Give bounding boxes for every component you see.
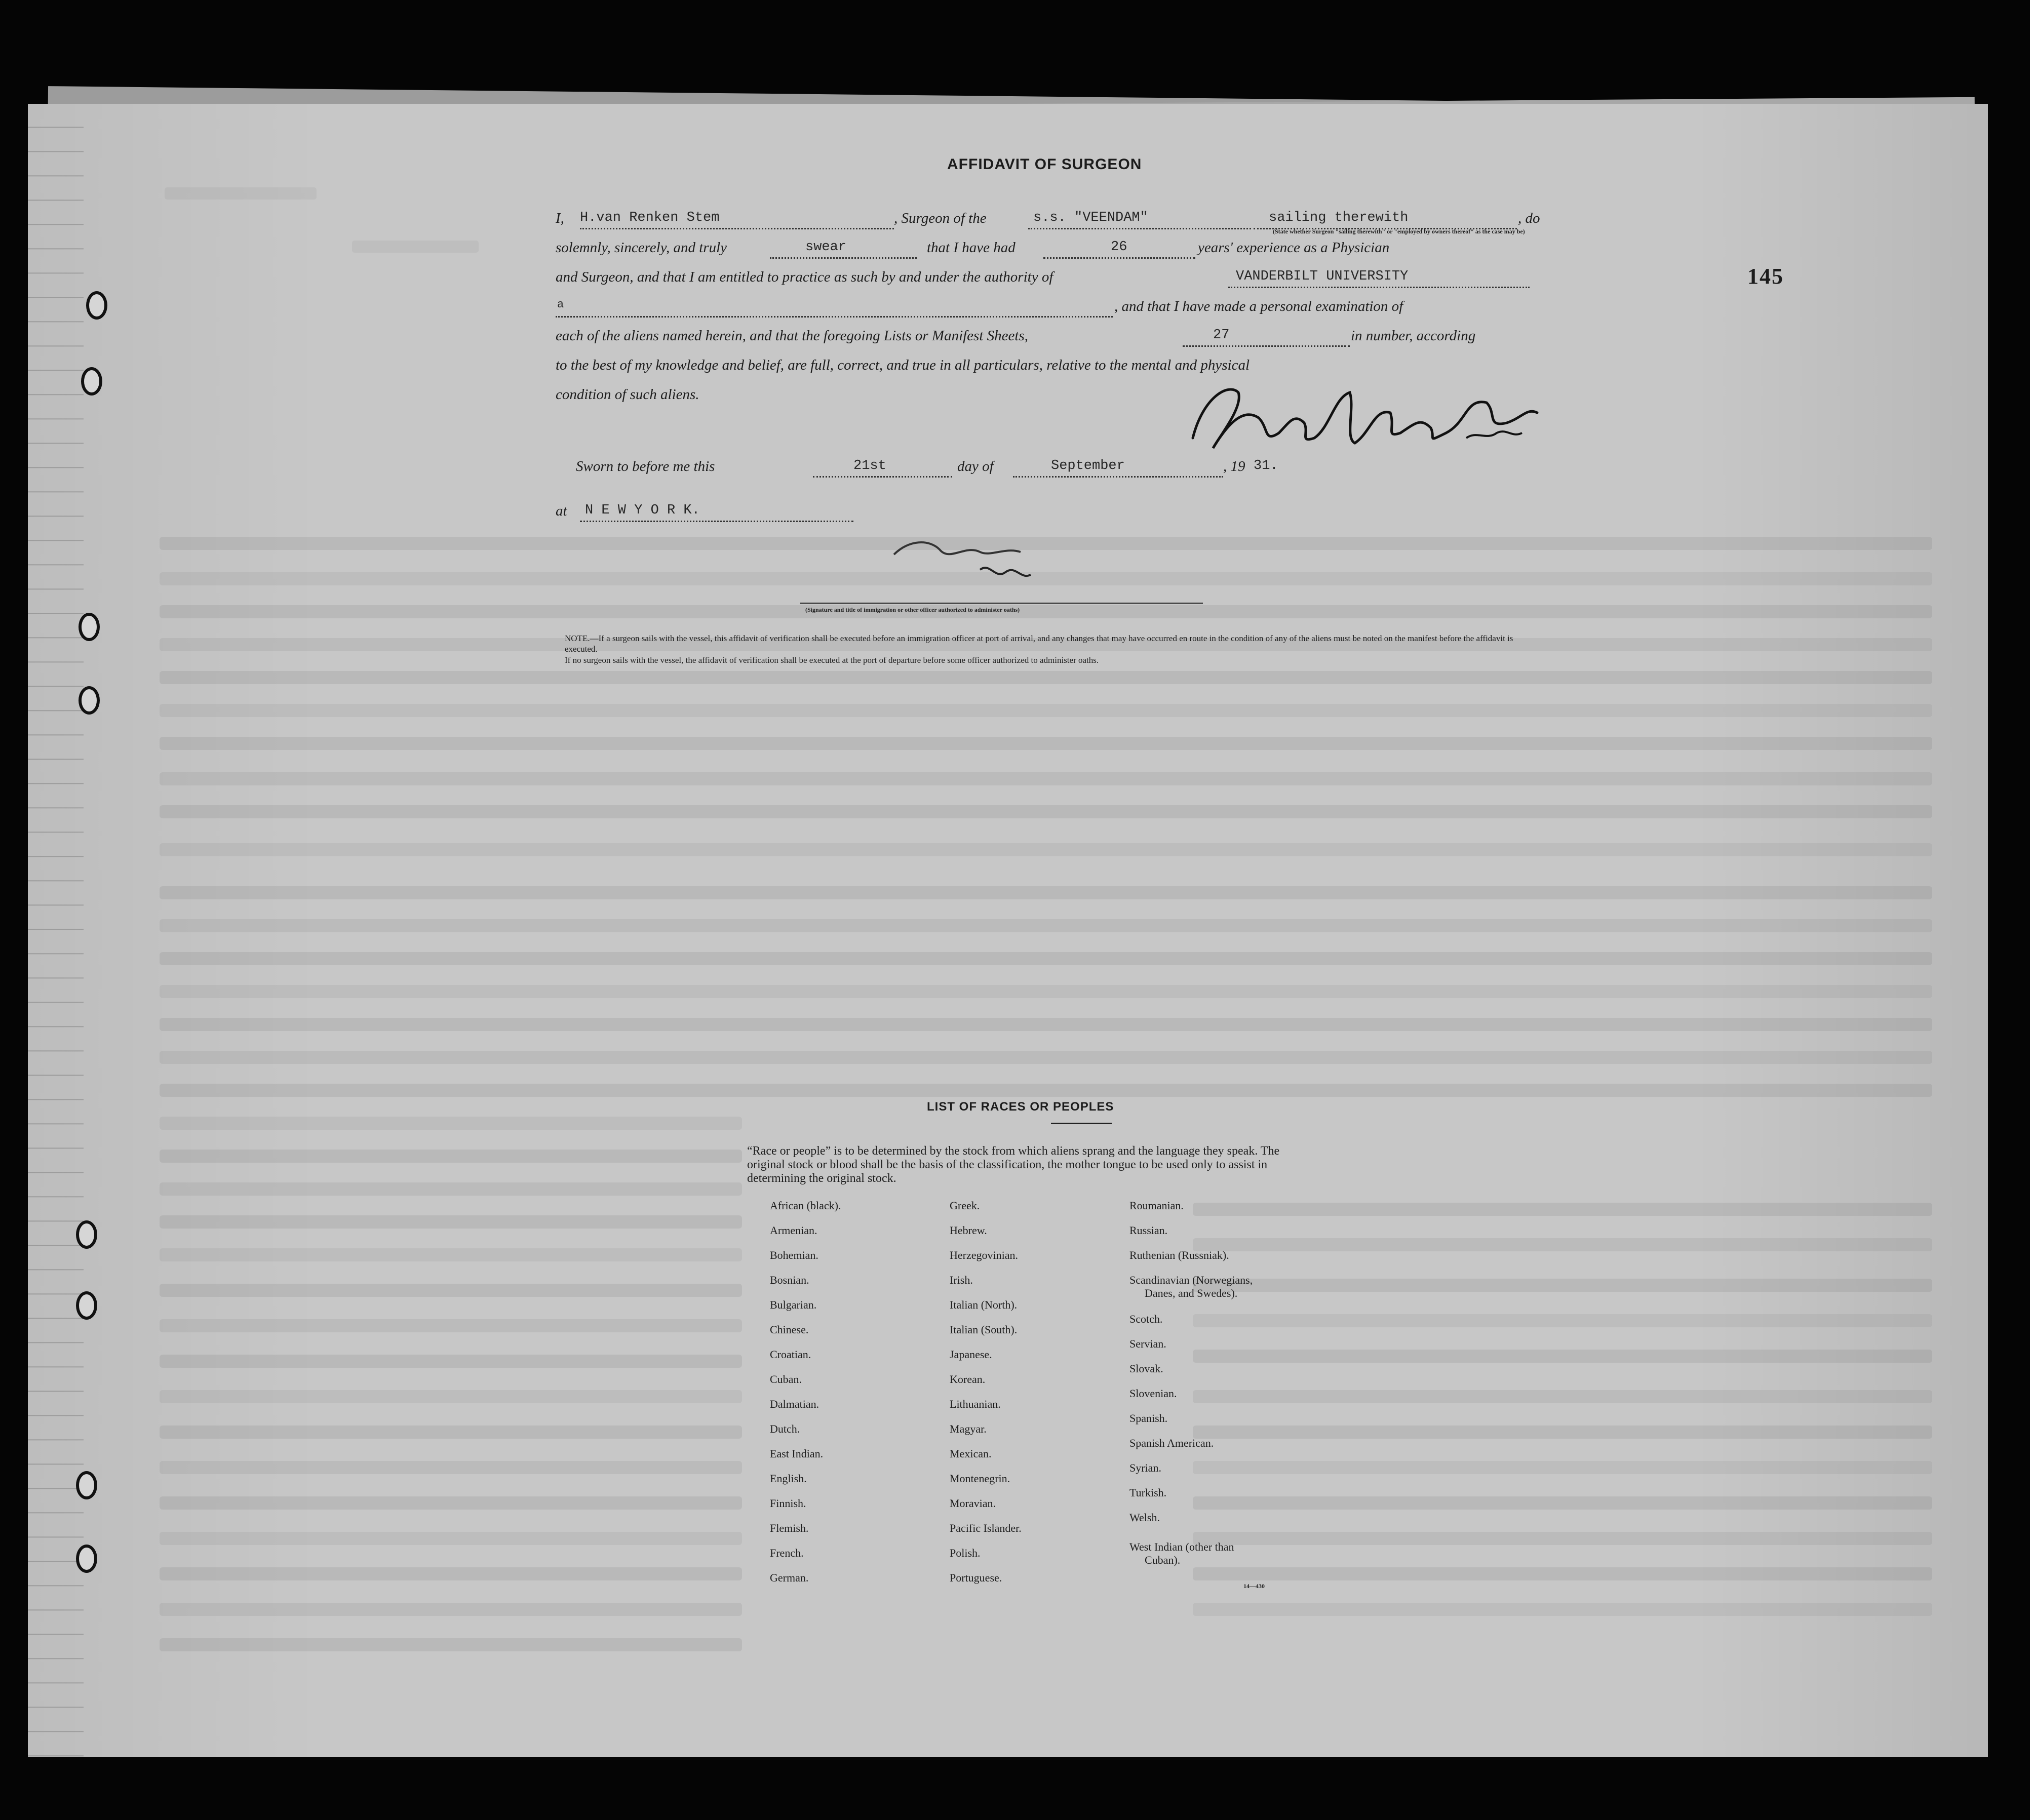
sworn-mid: day of (957, 458, 994, 474)
race-item: Lithuanian. (950, 1398, 1001, 1410)
race-item: Spanish American. (1129, 1437, 1214, 1449)
race-item: Hebrew. (950, 1224, 987, 1237)
binder-hole-icon (76, 1545, 97, 1573)
race-item: Japanese. (950, 1348, 992, 1361)
race-item: Scotch. (1129, 1313, 1163, 1325)
line3-prefix: and Surgeon, and that I am entitled to practice as such by and under the authority of (556, 269, 1053, 285)
line1-prefix: I, (556, 210, 564, 226)
fill-line (770, 257, 917, 259)
form-number: 14—430 (1243, 1582, 1265, 1590)
race-item: Armenian. (770, 1224, 817, 1237)
race-item: Syrian. (1129, 1461, 1161, 1474)
race-item: Magyar. (950, 1422, 987, 1435)
affidavit-title: AFFIDAVIT OF SURGEON (947, 156, 1142, 173)
line7: condition of such aliens. (556, 386, 699, 403)
race-item: Korean. (950, 1373, 986, 1386)
line6: to the best of my knowledge and belief, are full, correct, and true in all particulars, relative to the mental and physical (556, 357, 1250, 373)
binder-hole-icon (86, 291, 107, 320)
sworn-day: 21st (853, 458, 886, 473)
line4-suffix: , and that I have made a personal examination of (1114, 298, 1403, 314)
fill-line (580, 228, 894, 229)
ruled-margin (28, 104, 84, 1757)
race-item: Dalmatian. (770, 1398, 819, 1410)
signature-caption: (Signature and title of immigration or other officer authorized to administer oaths) (805, 606, 1020, 613)
title-underline (1051, 1123, 1112, 1124)
binder-hole-icon (76, 1471, 97, 1499)
race-item: Turkish. (1129, 1486, 1167, 1499)
race-item: East Indian. (770, 1447, 824, 1460)
line5-suffix: in number, according (1351, 328, 1476, 344)
fill-line (556, 316, 1113, 318)
line2-prefix: solemnly, sincerely, and truly (556, 240, 727, 256)
race-item: Bulgarian. (770, 1298, 817, 1311)
race-item: African (black). (770, 1199, 841, 1212)
race-item: Croatian. (770, 1348, 811, 1361)
race-item: Chinese. (770, 1323, 809, 1336)
sailing-note: (State whether Surgeon "sailing therewith" or "employed by owners thereof" as the case may be) (1273, 228, 1525, 235)
race-item: Greek. (950, 1199, 980, 1212)
oath-type: swear (805, 240, 847, 255)
fill-line (813, 476, 952, 478)
race-item: Cuban. (770, 1373, 802, 1386)
race-item: Scandinavian (Norwegians, (1129, 1274, 1253, 1286)
sailing-status: sailing therewith (1269, 210, 1409, 225)
race-item: Russian. (1129, 1224, 1168, 1237)
licensing-authority: VANDERBILT UNIVERSITY (1236, 269, 1409, 284)
fill-line (1043, 257, 1195, 259)
race-item: Italian (North). (950, 1298, 1018, 1311)
fill-line (1228, 287, 1530, 288)
race-item: German. (770, 1571, 809, 1584)
affidavit-note: NOTE.—If a surgeon sails with the vessel, this affidavit of verification shall be executed before an immigration officer at port of arrival, and any changes that may have occurred en route in the condition of any of the aliens must be noted on the manifest before the affidavit is executed. (565, 634, 1513, 654)
race-item: Spanish. (1129, 1412, 1168, 1425)
races-intro: “Race or people” is to be determined by the stock from which aliens sprang and the language they speak. The original stock or blood shall be the basis of the classification, the mother tongue to be used only to assist in determining the original stock. (747, 1144, 1280, 1185)
race-item: Italian (South). (950, 1323, 1018, 1336)
race-item: Cuban). (1145, 1554, 1181, 1566)
line4-prefix: a (557, 298, 564, 311)
sworn-place: N E W Y O R K. (585, 503, 700, 518)
race-item: Polish. (950, 1547, 981, 1559)
race-item: Bohemian. (770, 1249, 818, 1261)
surgeon-signature (1183, 377, 1547, 458)
race-item: Mexican. (950, 1447, 992, 1460)
race-item: Portuguese. (950, 1571, 1002, 1584)
manifest-page (28, 104, 1988, 1757)
race-item: Moravian. (950, 1497, 996, 1510)
at-prefix: at (556, 503, 567, 519)
fill-line (1183, 345, 1350, 347)
fill-line (1028, 228, 1251, 229)
race-item: Welsh. (1129, 1511, 1160, 1524)
binder-hole-icon (79, 686, 100, 715)
race-item: Pacific Islander. (950, 1522, 1022, 1534)
sworn-month: September (1051, 458, 1125, 473)
signature-line (800, 603, 1203, 604)
race-item: English. (770, 1472, 807, 1485)
binder-hole-icon (81, 367, 102, 395)
race-item: Dutch. (770, 1422, 800, 1435)
line5-prefix: each of the aliens named herein, and that the foregoing Lists or Manifest Sheets, (556, 328, 1028, 344)
ship-name: s.s. "VEENDAM" (1033, 210, 1148, 225)
binder-hole-icon (76, 1291, 97, 1320)
race-item: Flemish. (770, 1522, 809, 1534)
sworn-prefix: Sworn to before me this (576, 458, 715, 474)
race-item: Herzegovinian. (950, 1249, 1018, 1261)
race-item: Slovenian. (1129, 1387, 1177, 1400)
race-item: Slovak. (1129, 1362, 1163, 1375)
race-item: Finnish. (770, 1497, 806, 1510)
race-item: Roumanian. (1129, 1199, 1184, 1212)
race-item: Bosnian. (770, 1274, 809, 1286)
fill-line (580, 521, 853, 522)
races-title: LIST OF RACES OR PEOPLES (927, 1100, 1114, 1114)
sheet-count: 27 (1213, 328, 1230, 343)
race-item: Montenegrin. (950, 1472, 1010, 1485)
sworn-year-prefix: , 19 (1223, 458, 1245, 474)
race-item: West Indian (other than (1129, 1540, 1234, 1553)
affidavit-note-2: If no surgeon sails with the vessel, the affidavit of verification shall be executed at the port of departure before some officer authorized to administer oaths. (565, 655, 1099, 665)
binder-hole-icon (76, 1220, 97, 1249)
sworn-year: 31. (1254, 458, 1278, 473)
surgeon-name: H.van Renken Stem (580, 210, 720, 225)
race-item: Irish. (950, 1274, 973, 1286)
officer-stamp-signature (889, 534, 1102, 590)
line2-suffix: years' experience as a Physician (1198, 240, 1390, 256)
binder-hole-icon (79, 613, 100, 641)
line1-mid: , Surgeon of the (894, 210, 987, 226)
fill-line (1013, 476, 1223, 478)
line1-suffix: , do (1518, 210, 1540, 226)
race-item: Servian. (1129, 1337, 1166, 1350)
race-item: Ruthenian (Russniak). (1129, 1249, 1229, 1261)
race-item: French. (770, 1547, 804, 1559)
race-item: Danes, and Swedes). (1145, 1287, 1238, 1299)
page-number: 145 (1747, 264, 1784, 289)
line2-mid: that I have had (927, 240, 1016, 256)
years-experience: 26 (1111, 240, 1127, 255)
